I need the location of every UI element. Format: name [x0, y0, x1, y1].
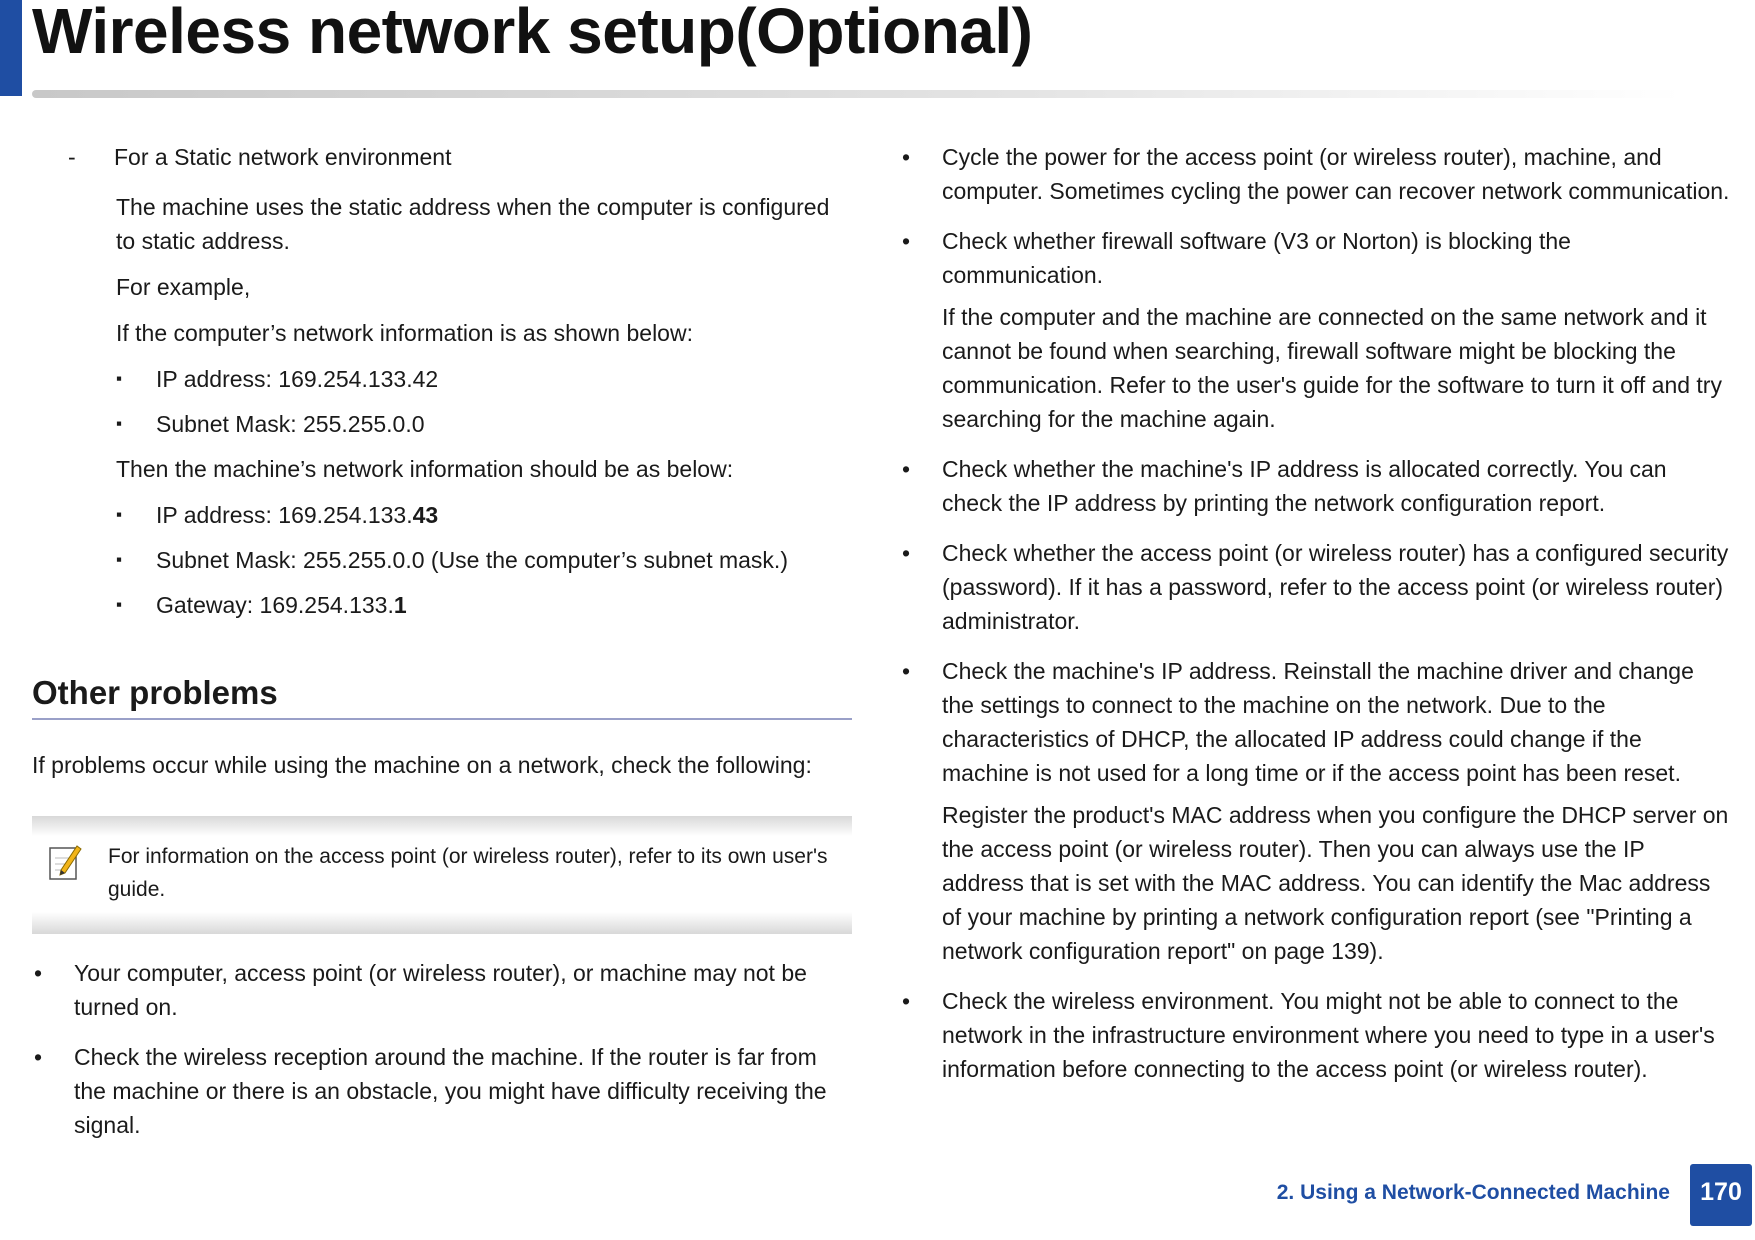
list-item [900, 984, 1730, 1086]
computer-subnet: Subnet Mask: 255.255.0.0 [156, 411, 425, 437]
machine-info-intro: Then the machine’s network information should be as below: [116, 456, 734, 482]
firewall-detail: If the computer and the machine are connected on the same network and it cannot be found when searching, firewall software might be blocking the communication. Refer to the user's guide for the software to turn it off and try searching for the machine again. [942, 304, 1722, 432]
bullet-text: Check whether the machine's IP address is allocated correctly. You can check the IP address by printing the network configuration report. [942, 456, 1667, 516]
title-accent-bar [0, 0, 22, 96]
square-marker: ▪ [116, 550, 123, 569]
bullet-marker: • [34, 960, 43, 986]
list-item [900, 140, 1730, 208]
bullet-marker: • [902, 228, 911, 254]
list-item [32, 498, 852, 532]
list-item [32, 362, 852, 396]
machine-ip-prefix: IP address: 169.254.133. [156, 502, 413, 528]
list-item [900, 452, 1730, 520]
list-item [32, 407, 852, 441]
bullet-marker: • [902, 540, 911, 566]
page-number: 170 [1690, 1164, 1752, 1226]
machine-gateway-prefix: Gateway: 169.254.133. [156, 592, 394, 618]
bullet-marker: • [34, 1044, 43, 1070]
static-env-desc: The machine uses the static address when the computer is configured to static address. [116, 194, 830, 254]
list-item [32, 1040, 852, 1142]
list-item [32, 588, 852, 622]
list-item [32, 543, 852, 577]
section-intro: If problems occur while using the machine on a network, check the following: [32, 752, 812, 778]
note-box [32, 816, 852, 934]
list-item [900, 536, 1730, 638]
bullet-text: Cycle the power for the access point (or wireless router), machine, and computer. Sometimes cycling the power can recover network communication. [942, 144, 1730, 204]
machine-gateway-suffix: 1 [393, 592, 407, 618]
dash-marker: - [68, 144, 76, 170]
square-marker: ▪ [116, 505, 123, 524]
bullet-marker: • [902, 988, 911, 1014]
bullet-marker: • [902, 144, 911, 170]
list-item [32, 956, 852, 1024]
section-heading: Other problems [32, 676, 852, 720]
list-item [900, 654, 1730, 790]
list-item [900, 224, 1730, 292]
static-env-item [32, 140, 852, 174]
title-underline [32, 90, 1682, 98]
page-title: Wireless network setup(Optional) [32, 0, 1033, 67]
square-marker: ▪ [116, 595, 123, 614]
bullet-text: Check the machine's IP address. Reinstall the machine driver and change the settings to connect to the machine on the network. Due to the characteristics of DHCP, the allocated IP address could change if the machine is not used for a long time or if the access point has been reset. [942, 658, 1694, 786]
bullet-marker: • [902, 658, 911, 684]
computer-info-intro: If the computer’s network information is as shown below: [116, 320, 693, 346]
note-pencil-icon [48, 842, 82, 882]
bullet-marker: • [902, 456, 911, 482]
note-text: For information on the access point (or wireless router), refer to its own user's guide. [108, 845, 828, 901]
bullet-text: Check the wireless reception around the machine. If the router is far from the machine or there is an obstacle, you might have difficulty receiving the signal. [74, 1044, 827, 1138]
example-label: For example, [116, 274, 251, 300]
bullet-text: Check whether firewall software (V3 or Norton) is blocking the communication. [942, 228, 1571, 288]
bullet-text: Check the wireless environment. You might not be able to connect to the network in the infrastructure environment where you need to type in a user's information before connecting to the access point (or wireless router). [942, 988, 1715, 1082]
bullet-text: Your computer, access point (or wireless router), or machine may not be turned on. [74, 960, 807, 1020]
computer-ip: IP address: 169.254.133.42 [156, 366, 439, 392]
square-marker: ▪ [116, 414, 123, 433]
square-marker: ▪ [116, 369, 123, 388]
machine-ip-suffix: 43 [412, 502, 439, 528]
machine-subnet: Subnet Mask: 255.255.0.0 (Use the computer’s subnet mask.) [156, 547, 788, 573]
right-column [900, 140, 1730, 1102]
static-env-label: For a Static network environment [114, 144, 452, 170]
footer-chapter: 2. Using a Network-Connected Machine [1276, 1181, 1670, 1204]
mac-address-detail: Register the product's MAC address when you configure the DHCP server on the access point (or wireless router). Then you can always use the IP address that is set with the MAC address. You can identify the Mac address of your machine by printing a network configuration report (see "Printing a network configuration report" on page 139). [942, 802, 1729, 964]
bullet-text: Check whether the access point (or wireless router) has a configured security (password). If it has a password, refer to the access point (or wireless router) administrator. [942, 540, 1729, 634]
left-column [32, 140, 852, 1158]
